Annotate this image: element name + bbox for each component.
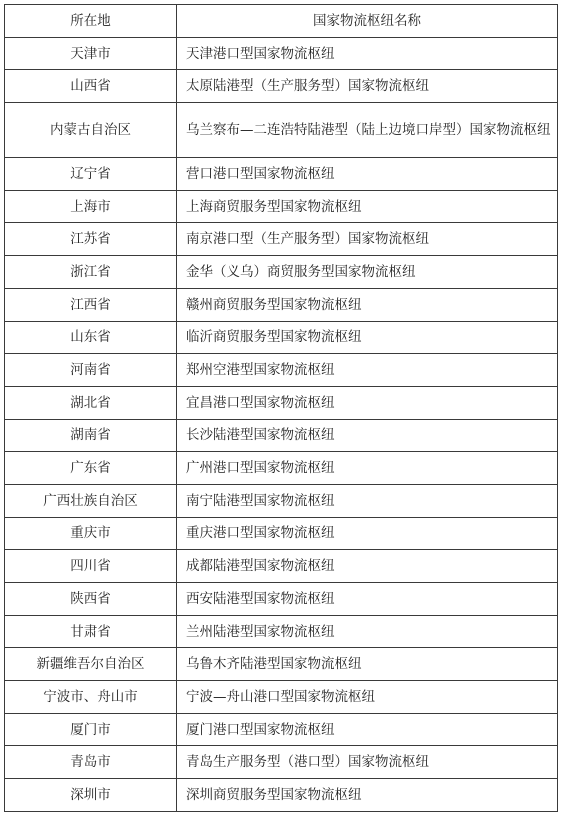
hub-name-cell: 天津港口型国家物流枢纽	[177, 37, 558, 70]
table-row	[5, 256, 558, 289]
table-row	[5, 37, 558, 70]
hub-name-cell: 太原陆港型（生产服务型）国家物流枢纽	[177, 70, 558, 103]
location-cell: 天津市	[5, 37, 177, 70]
location-cell: 江西省	[5, 288, 177, 321]
location-cell: 新疆维吾尔自治区	[5, 648, 177, 681]
table-row	[5, 223, 558, 256]
hub-name-cell: 成都陆港型国家物流枢纽	[177, 550, 558, 583]
table-row	[5, 103, 558, 158]
hub-name-cell: 乌鲁木齐陆港型国家物流枢纽	[177, 648, 558, 681]
hub-name-cell: 赣州商贸服务型国家物流枢纽	[177, 288, 558, 321]
location-cell: 甘肃省	[5, 615, 177, 648]
location-cell: 上海市	[5, 190, 177, 223]
table-row	[5, 288, 558, 321]
hub-name-cell: 重庆港口型国家物流枢纽	[177, 517, 558, 550]
hub-name-cell: 厦门港口型国家物流枢纽	[177, 713, 558, 746]
hub-name-cell: 上海商贸服务型国家物流枢纽	[177, 190, 558, 223]
table-row	[5, 158, 558, 191]
table-row	[5, 386, 558, 419]
hub-name-cell: 宁波—舟山港口型国家物流枢纽	[177, 681, 558, 714]
location-cell: 浙江省	[5, 256, 177, 289]
location-cell: 辽宁省	[5, 158, 177, 191]
table-row	[5, 354, 558, 387]
location-cell: 宁波市、舟山市	[5, 681, 177, 714]
document-page	[4, 4, 558, 812]
header-hub-name: 国家物流枢纽名称	[177, 5, 558, 38]
table-row	[5, 517, 558, 550]
table-row	[5, 615, 558, 648]
table-row	[5, 583, 558, 616]
hub-name-cell: 南京港口型（生产服务型）国家物流枢纽	[177, 223, 558, 256]
hub-name-cell: 长沙陆港型国家物流枢纽	[177, 419, 558, 452]
hub-name-cell: 金华（义乌）商贸服务型国家物流枢纽	[177, 256, 558, 289]
table-row	[5, 419, 558, 452]
table-header-row	[5, 5, 558, 38]
hub-name-cell: 兰州陆港型国家物流枢纽	[177, 615, 558, 648]
location-cell: 山西省	[5, 70, 177, 103]
location-cell: 四川省	[5, 550, 177, 583]
table-row	[5, 484, 558, 517]
hub-name-cell: 宜昌港口型国家物流枢纽	[177, 386, 558, 419]
location-cell: 厦门市	[5, 713, 177, 746]
location-cell: 深圳市	[5, 779, 177, 812]
table-row	[5, 550, 558, 583]
hub-name-cell: 南宁陆港型国家物流枢纽	[177, 484, 558, 517]
table-row	[5, 713, 558, 746]
hub-name-cell: 营口港口型国家物流枢纽	[177, 158, 558, 191]
location-cell: 河南省	[5, 354, 177, 387]
location-cell: 重庆市	[5, 517, 177, 550]
location-cell: 内蒙古自治区	[5, 103, 177, 158]
header-location: 所在地	[5, 5, 177, 38]
table-row	[5, 190, 558, 223]
location-cell: 广西壮族自治区	[5, 484, 177, 517]
hub-name-cell: 临沂商贸服务型国家物流枢纽	[177, 321, 558, 354]
location-cell: 湖北省	[5, 386, 177, 419]
logistics-hub-table	[4, 4, 558, 812]
table-row	[5, 681, 558, 714]
table-row	[5, 779, 558, 812]
table-row	[5, 648, 558, 681]
hub-name-cell: 乌兰察布—二连浩特陆港型（陆上边境口岸型）国家物流枢纽	[177, 103, 558, 158]
table-row	[5, 746, 558, 779]
hub-name-cell: 西安陆港型国家物流枢纽	[177, 583, 558, 616]
location-cell: 湖南省	[5, 419, 177, 452]
hub-name-cell: 郑州空港型国家物流枢纽	[177, 354, 558, 387]
location-cell: 陕西省	[5, 583, 177, 616]
table-row	[5, 452, 558, 485]
table-row	[5, 321, 558, 354]
table-row	[5, 70, 558, 103]
location-cell: 广东省	[5, 452, 177, 485]
hub-name-cell: 深圳商贸服务型国家物流枢纽	[177, 779, 558, 812]
location-cell: 江苏省	[5, 223, 177, 256]
hub-name-cell: 青岛生产服务型（港口型）国家物流枢纽	[177, 746, 558, 779]
location-cell: 青岛市	[5, 746, 177, 779]
hub-name-cell: 广州港口型国家物流枢纽	[177, 452, 558, 485]
location-cell: 山东省	[5, 321, 177, 354]
